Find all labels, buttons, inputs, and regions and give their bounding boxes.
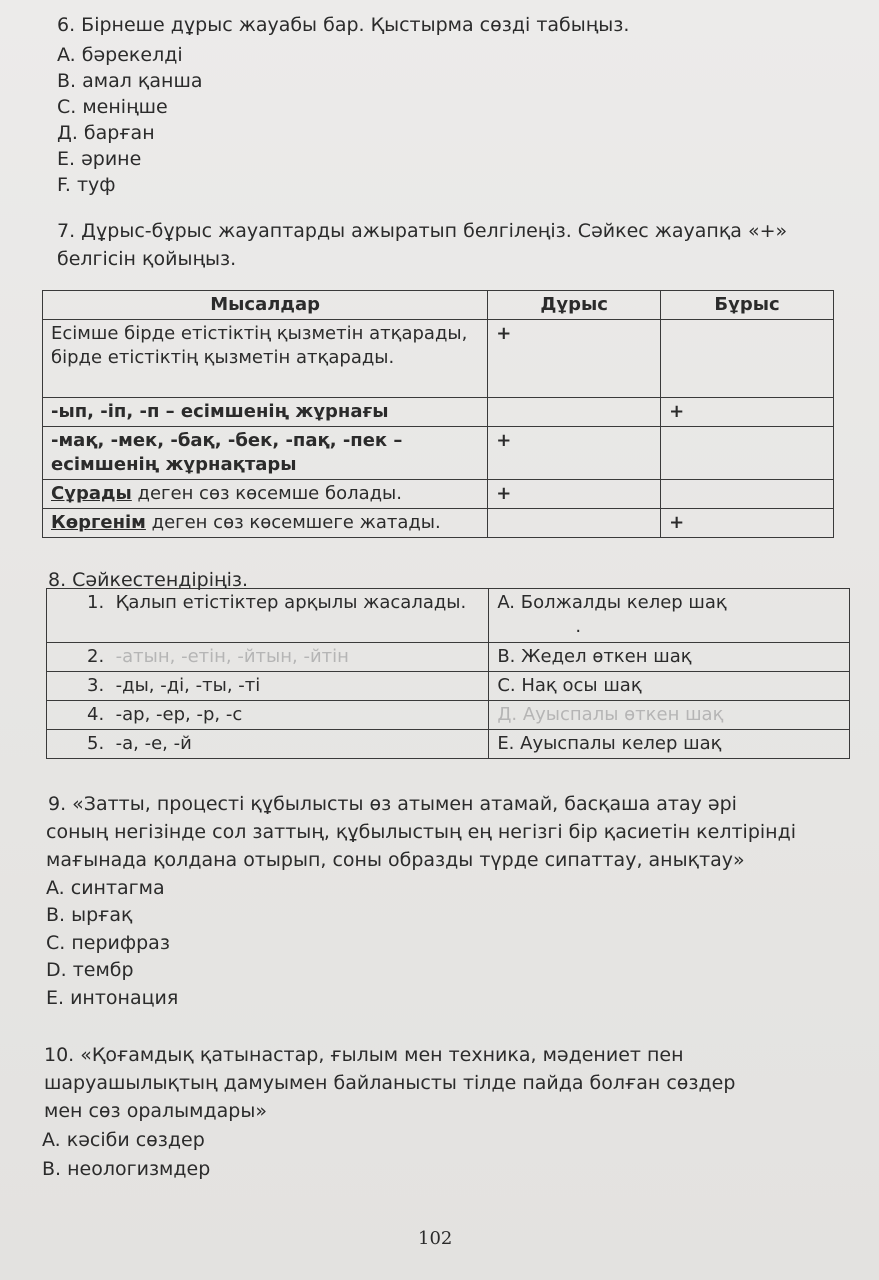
q6-option-e: E. әрине: [57, 148, 142, 170]
q7-header-correct: Дұрыс: [488, 291, 661, 320]
q6-option-d: Д. барған: [57, 122, 155, 144]
q7-row4-rest: деген сөз көсемше болады.: [131, 483, 402, 504]
q8-row5-right: E. Ауыспалы келер шақ: [489, 730, 850, 759]
q8-row1-option: A. Болжалды келер шақ: [497, 592, 727, 613]
page-number: 102: [418, 1228, 453, 1249]
q7-row3-correct: +: [488, 427, 661, 480]
q9-line3: мағынада қолдана отырып, соны образды түрде сипаттау, анықтау»: [46, 849, 745, 871]
q7-row3-text: -мақ, -мек, -бақ, -бек, -пақ, -пек – есімшенің жұрнақтары: [43, 427, 488, 480]
q8-row2-text: -атын, -етін, -йтын, -йтін: [115, 646, 349, 667]
q8-row2-num: 2.: [87, 646, 105, 667]
q8-row2-right: B. Жедел өткен шақ: [489, 643, 850, 672]
q7-header-wrong: Бұрыс: [661, 291, 834, 320]
q8-row5-text: -а, -е, -й: [115, 733, 192, 754]
table-row: [43, 480, 834, 509]
q8-row4-right: Д. Ауыспалы өткен шақ: [489, 701, 850, 730]
q9-option-b: B. ырғақ: [46, 904, 133, 926]
q7-row4-wrong: [661, 480, 834, 509]
q10-option-b: B. неологизмдер: [42, 1158, 211, 1180]
q9-option-d: D. тембр: [46, 959, 134, 981]
q7-title-line1: 7. Дұрыс-бұрыс жауаптарды ажыратып белгілеңіз. Сәйкес жауапқа «+»: [57, 220, 788, 242]
q8-row3-text: -ды, -ді, -ты, -ті: [115, 675, 261, 696]
table-row: [47, 730, 850, 759]
q7-row1-wrong: [661, 320, 834, 398]
q8-table: [46, 588, 850, 759]
q7-row5-text: [43, 509, 488, 538]
q9-option-e: E. интонация: [46, 987, 179, 1009]
q7-row5-correct: [488, 509, 661, 538]
q9-line1: 9. «Затты, процесті құбылысты өз атымен атамай, басқаша атау әрі: [48, 793, 737, 815]
q7-header-examples: Мысалдар: [43, 291, 488, 320]
q8-row4-left: [47, 701, 489, 730]
q8-title: 8. Сәйкестендіріңіз.: [48, 569, 248, 591]
q7-row3-wrong: [661, 427, 834, 480]
q9-option-c: C. перифраз: [46, 932, 170, 954]
table-row: [43, 398, 834, 427]
q10-line3: мен сөз оралымдары»: [44, 1100, 267, 1122]
table-row: [43, 320, 834, 398]
q10-line1: 10. «Қоғамдық қатынастар, ғылым мен техника, мәдениет пен: [44, 1044, 684, 1066]
q8-row3-left: [47, 672, 489, 701]
q7-row4-text: [43, 480, 488, 509]
q7-row1-text: Есімше бірде етістіктің қызметін атқарады, бірде етістіктің қызметін атқарады.: [43, 320, 488, 398]
q7-row5-rest: деген сөз көсемшеге жатады.: [145, 512, 441, 533]
q7-row5-wrong: +: [661, 509, 834, 538]
table-row: [47, 701, 850, 730]
q6-title: 6. Бірнеше дұрыс жауабы бар. Қыстырма сөзді табыңыз.: [57, 14, 630, 36]
q7-row2-correct: [488, 398, 661, 427]
q6-option-a: A. бәрекелді: [57, 44, 183, 66]
q7-row1-correct: +: [488, 320, 661, 398]
q8-row4-text: -ар, -ер, -р, -с: [115, 704, 243, 725]
q10-option-a: A. кәсіби сөздер: [42, 1129, 205, 1151]
table-row: [47, 672, 850, 701]
q9-option-a: A. синтагма: [46, 877, 165, 899]
q7-row2-text: -ып, -іп, -п – есімшенің жұрнағы: [43, 398, 488, 427]
q7-row4-keyword: Сұрады: [51, 483, 132, 504]
q8-row4-num: 4.: [87, 704, 105, 725]
q7-table: [42, 290, 834, 538]
q8-row5-left: [47, 730, 489, 759]
q8-row1-right: [489, 589, 850, 643]
q8-row1-text: Қалып етістіктер арқылы жасалады.: [115, 592, 467, 613]
q10-line2: шаруашылықтың дамуымен байланысты тілде пайда болған сөздер: [44, 1072, 736, 1094]
q6-option-c: C. меніңше: [57, 96, 168, 118]
q7-row2-wrong: +: [661, 398, 834, 427]
table-row: [43, 509, 834, 538]
q7-row5-keyword: Көргенім: [51, 512, 146, 533]
q8-row1-dot: .: [575, 616, 582, 637]
q8-row3-num: 3.: [87, 675, 105, 696]
table-row: [43, 427, 834, 480]
q8-row1-left: [47, 589, 489, 643]
q8-row3-right: C. Нақ осы шақ: [489, 672, 850, 701]
q6-option-f: F. туф: [57, 174, 116, 196]
q8-row2-left: [47, 643, 489, 672]
q7-header-row: [43, 291, 834, 320]
q9-line2: соның негізінде сол заттың, құбылыстың ең негізгі бір қасиетін келтірінді: [46, 821, 796, 843]
q7-title-line2: белгісін қойыңыз.: [57, 248, 237, 270]
q7-row4-correct: +: [488, 480, 661, 509]
table-row: [47, 589, 850, 643]
q8-row5-num: 5.: [87, 733, 105, 754]
q6-option-b: B. амал қанша: [57, 70, 203, 92]
q8-row1-num: 1.: [87, 592, 105, 613]
table-row: [47, 643, 850, 672]
